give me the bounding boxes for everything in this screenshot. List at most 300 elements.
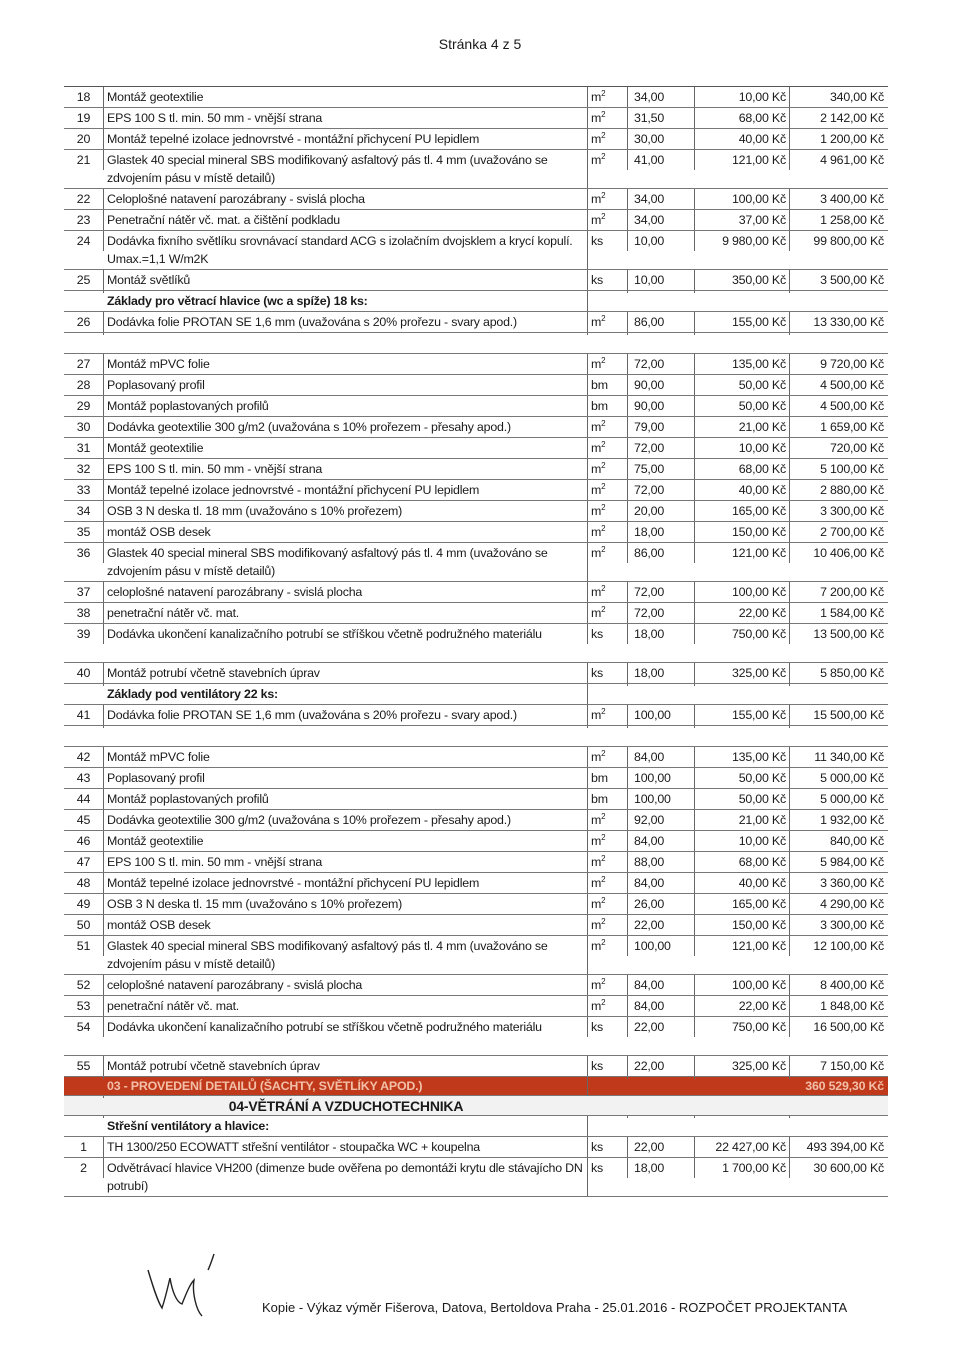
group-heading-row [64,291,888,312]
item-number: 32 [64,459,104,479]
item-quantity: 88,00 [634,855,665,869]
item-unit-price: 22,00 Kč [694,996,790,1016]
unit-label: m [591,420,602,434]
unit-exponent: 2 [601,151,606,161]
unit-label: m [591,939,602,953]
item-total: 16 500,00 Kč [813,1020,884,1034]
item-number: 23 [64,210,104,230]
item-total: 15 500,00 Kč [813,708,884,722]
item-description: Základy pro větrací hlavice (wc a spíže) 18 ks: [104,291,588,311]
item-description: Odvětrávací hlavice VH200 (dimenze bude ověřena po demontáži krytu dle stávajícho DN potrubí) [104,1158,588,1196]
item-number [64,291,104,293]
item-description: Montáž světlíků [104,270,588,290]
item-total: 13 330,00 Kč [813,315,884,329]
item-unit [588,501,628,521]
item-unit-price: 22 427,00 Kč [694,1137,790,1157]
item-number: 19 [64,108,104,128]
item-quantity: 18,00 [634,525,665,539]
unit-label: m [591,462,602,476]
item-description: Montáž potrubí včetně stavebních úprav [104,663,588,683]
item-total: 30 600,00 Kč [813,1161,884,1175]
item-description: Glastek 40 special mineral SBS modifikovaný asfaltový pás tl. 4 mm (uvažováno se zdvojením pásu v místě detailů) [104,543,588,581]
page-number: Stránka 4 z 5 [438,36,522,52]
item-number: 50 [64,915,104,935]
item-quantity [628,684,694,686]
item-unit [588,768,628,788]
unit-exponent: 2 [601,976,606,986]
item-description: Penetrační nátěr vč. mat. a čištění podkladu [104,210,588,230]
unit-label: m [591,483,602,497]
unit-label: ks [591,1020,603,1034]
item-quantity: 34,00 [634,192,665,206]
unit-label: m [591,813,602,827]
item-quantity: 72,00 [634,441,665,455]
item-unit [588,108,628,128]
item-unit [588,936,628,956]
item-unit [588,810,628,830]
item-unit-price: 100,00 Kč [694,975,790,995]
item-description: OSB 3 N deska tl. 18 mm (uvažováno s 10% prořezem) [104,501,588,521]
unit-label: m [591,876,602,890]
item-unit-price: 150,00 Kč [694,915,790,935]
table-row [64,522,888,543]
item-quantity: 72,00 [634,483,665,497]
item-unit-price: 325,00 Kč [694,663,790,683]
unit-label: m [591,918,602,932]
unit-label: m [591,357,602,371]
item-total: 5 000,00 Kč [820,792,884,806]
table-row [64,894,888,915]
item-quantity: 92,00 [634,813,665,827]
item-description: Montáž tepelné izolace jednovrstvé - montážní přichycení PU lepidlem [104,873,588,893]
item-description: Montáž mPVC folie [104,354,588,374]
item-unit [588,684,628,686]
unit-label: m [591,213,602,227]
unit-exponent: 2 [601,583,606,593]
item-unit-price: 22,00 Kč [694,603,790,623]
item-description: Základy pod ventilátory 22 ks: [104,684,588,704]
item-unit-price: 1 700,00 Kč [694,1158,790,1178]
unit-label: m [591,192,602,206]
item-quantity: 22,00 [634,918,665,932]
item-total: 1 659,00 Kč [820,420,884,434]
item-total: 2 700,00 Kč [820,525,884,539]
table-row [64,624,888,663]
item-unit-price: 10,00 Kč [694,438,790,458]
unit-label: ks [591,666,603,680]
item-total: 8 400,00 Kč [820,978,884,992]
item-number: 52 [64,975,104,995]
item-number: 37 [64,582,104,602]
item-description: Montáž tepelné izolace jednovrstvé - montážní přichycení PU lepidlem [104,129,588,149]
item-quantity: 31,50 [634,111,665,125]
item-quantity: 84,00 [634,750,665,764]
item-unit [588,1137,628,1157]
item-unit [588,789,628,809]
unit-label: m [591,153,602,167]
table-row [64,789,888,810]
item-unit [588,210,628,230]
item-total: 5 100,00 Kč [820,462,884,476]
group-heading-row [64,684,888,705]
item-total: 4 290,00 Kč [820,897,884,911]
item-description: OSB 3 N deska tl. 15 mm (uvažováno s 10% prořezem) [104,894,588,914]
item-total: 720,00 Kč [829,441,884,455]
item-unit [588,312,628,332]
item-unit [588,975,628,995]
item-number: 54 [64,1017,104,1037]
unit-exponent: 2 [601,706,606,716]
item-number: 21 [64,150,104,170]
item-number: 24 [64,231,104,251]
spacer-row [64,726,888,747]
item-description: Dodávka geotextilie 300 g/m2 (uvažována s 10% prořezem - přesahy apod.) [104,417,588,437]
item-total: 5 000,00 Kč [820,771,884,785]
unit-exponent: 2 [601,355,606,365]
item-quantity: 18,00 [634,666,665,680]
unit-label: bm [591,771,608,785]
item-unit-price: 21,00 Kč [694,417,790,437]
row-group-a [64,87,888,333]
item-quantity: 72,00 [634,585,665,599]
item-number: 25 [64,270,104,290]
item-unit-price: 121,00 Kč [694,543,790,563]
item-unit-price: 165,00 Kč [694,894,790,914]
item-quantity: 20,00 [634,504,665,518]
item-unit-price: 155,00 Kč [694,312,790,332]
item-description: celoplošné natavení parozábrany - svislá plocha [104,582,588,602]
unit-label: m [591,855,602,869]
unit-exponent: 2 [601,895,606,905]
item-number: 40 [64,663,104,683]
item-number: 44 [64,789,104,809]
unit-label: m [591,606,602,620]
item-quantity: 41,00 [634,153,665,167]
item-total: 7 150,00 Kč [820,1059,884,1073]
item-quantity: 34,00 [634,90,665,104]
unit-exponent: 2 [601,748,606,758]
item-unit [588,231,628,251]
item-number: 42 [64,747,104,767]
item-number [64,684,104,686]
item-unit [588,603,628,623]
table-row [64,354,888,375]
table-row [64,87,888,108]
unit-label: bm [591,378,608,392]
item-unit [588,270,628,290]
item-unit-price: 750,00 Kč [694,624,790,644]
unit-exponent: 2 [601,997,606,1007]
unit-label: ks [591,1140,603,1154]
unit-label: ks [591,234,603,248]
item-unit-price: 100,00 Kč [694,582,790,602]
item-total: 9 720,00 Kč [820,357,884,371]
unit-label: m [591,897,602,911]
item-unit [588,129,628,149]
item-total: 12 100,00 Kč [813,939,884,953]
item-quantity: 100,00 [634,792,671,806]
table-row [64,210,888,231]
unit-exponent: 2 [601,832,606,842]
item-total [790,291,888,293]
unit-label: ks [591,273,603,287]
item-unit-price: 50,00 Kč [694,789,790,809]
item-unit-price: 9 980,00 Kč [694,231,790,251]
table-row [64,810,888,831]
page-footer: Kopie - Výkaz výměr Fišerova, Datova, Bertoldova Praha - 25.01.2016 - ROZPOČET PROJEKTANTA [262,1300,848,1315]
table-row [64,375,888,396]
item-total [790,1116,888,1118]
item-quantity: 86,00 [634,315,665,329]
unit-exponent: 2 [601,313,606,323]
item-unit [588,354,628,374]
unit-exponent: 2 [601,109,606,119]
item-unit-price [694,291,790,293]
item-description: Glastek 40 special mineral SBS modifikovaný asfaltový pás tl. 4 mm (uvažováno se zdvojením pásu v místě detailů) [104,936,588,974]
item-number: 31 [64,438,104,458]
table-row [64,150,888,189]
unit-label: bm [591,792,608,806]
unit-label: m [591,834,602,848]
item-description: Montáž poplastovaných profilů [104,396,588,416]
item-number: 36 [64,543,104,563]
item-total: 11 340,00 Kč [814,750,884,764]
item-quantity: 22,00 [634,1020,665,1034]
item-unit-price: 325,00 Kč [694,1056,790,1076]
unit-label: m [591,504,602,518]
unit-label: m [591,441,602,455]
item-unit [588,291,628,293]
item-total: 1 258,00 Kč [820,213,884,227]
item-quantity: 86,00 [634,546,665,560]
item-unit [588,417,628,437]
unit-exponent: 2 [601,190,606,200]
item-quantity: 22,00 [634,1059,665,1073]
item-number: 22 [64,189,104,209]
item-quantity: 84,00 [634,876,665,890]
item-unit [588,522,628,542]
table-row [64,582,888,603]
item-unit [588,915,628,935]
item-unit-price: 40,00 Kč [694,480,790,500]
item-unit [588,894,628,914]
item-description: montáž OSB desek [104,915,588,935]
item-total: 1 932,00 Kč [820,813,884,827]
item-description: EPS 100 S tl. min. 50 mm - vnější strana [104,852,588,872]
item-quantity: 79,00 [634,420,665,434]
table-row [64,312,888,333]
item-number: 46 [64,831,104,851]
unit-exponent: 2 [601,439,606,449]
item-unit [588,1017,628,1037]
item-total: 7 200,00 Kč [820,585,884,599]
item-number: 26 [64,312,104,332]
item-description: Dodávka fixního světlíku srovnávací standard ACG s izolačním dvojsklem a krycí kopulí. Umax.=1,1 W/m2K [104,231,588,269]
table-row [64,831,888,852]
unit-label: ks [591,1161,603,1175]
table-row [64,129,888,150]
item-unit-price: 50,00 Kč [694,768,790,788]
item-description: Celoplošné natavení parozábrany - svislá plocha [104,189,588,209]
item-quantity: 84,00 [634,834,665,848]
item-description: EPS 100 S tl. min. 50 mm - vnější strana [104,459,588,479]
item-unit [588,705,628,725]
unit-label: m [591,585,602,599]
unit-exponent: 2 [601,460,606,470]
item-number: 18 [64,87,104,107]
unit-exponent: 2 [601,502,606,512]
row-group-b [64,354,888,726]
table-row [64,936,888,975]
item-unit-price: 350,00 Kč [694,270,790,290]
item-unit-price: 50,00 Kč [694,396,790,416]
unit-exponent: 2 [601,853,606,863]
item-total: 2 880,00 Kč [820,483,884,497]
spacer-row [64,333,888,354]
item-quantity [628,1116,694,1118]
item-unit-price: 121,00 Kč [694,150,790,170]
item-total: 1 584,00 Kč [820,606,884,620]
item-quantity: 26,00 [634,897,665,911]
item-quantity: 100,00 [634,708,671,722]
item-number: 29 [64,396,104,416]
item-description: Dodávka ukončení kanalizačního potrubí se stříškou včetně podružného materiálu [104,1017,588,1037]
item-unit [588,582,628,602]
section-title: 04-VĚTRÁNÍ A VZDUCHOTECHNIKA [228,1098,464,1114]
item-number: 41 [64,705,104,725]
item-number: 30 [64,417,104,437]
item-number: 34 [64,501,104,521]
item-unit [588,831,628,851]
item-quantity: 34,00 [634,213,665,227]
item-unit [588,87,628,107]
item-description: Montáž geotextilie [104,438,588,458]
section-total-row [64,1077,888,1096]
table-row [64,768,888,789]
item-unit-price: 68,00 Kč [694,459,790,479]
unit-label: ks [591,627,603,641]
item-description: Dodávka ukončení kanalizačního potrubí se stříškou včetně podružného materiálu [104,624,588,644]
item-unit [588,150,628,170]
item-quantity: 30,00 [634,132,665,146]
item-unit [588,624,628,644]
item-description: Dodávka folie PROTAN SE 1,6 mm (uvažována s 20% prořezu - svary apod.) [104,705,588,725]
item-number: 38 [64,603,104,623]
unit-label: m [591,750,602,764]
item-description: Poplasovaný profil [104,375,588,395]
item-number: 53 [64,996,104,1016]
unit-label: m [591,315,602,329]
item-description: Montáž potrubí včetně stavebních úprav [104,1056,588,1076]
item-total [790,684,888,686]
item-description: Poplasovaný profil [104,768,588,788]
unit-exponent: 2 [601,130,606,140]
item-quantity: 84,00 [634,978,665,992]
unit-label: bm [591,399,608,413]
unit-exponent: 2 [601,481,606,491]
item-number: 28 [64,375,104,395]
unit-label: m [591,111,602,125]
table-row [64,1137,888,1158]
unit-exponent: 2 [601,211,606,221]
item-total: 5 850,00 Kč [820,666,884,680]
item-description: Montáž geotextilie [104,87,588,107]
item-number [64,1116,104,1118]
group-heading-row [64,1116,888,1137]
item-total: 1 848,00 Kč [820,999,884,1013]
item-number: 27 [64,354,104,374]
unit-label: m [591,708,602,722]
item-description: montáž OSB desek [104,522,588,542]
item-quantity: 100,00 [634,771,671,785]
item-description: Montáž geotextilie [104,831,588,851]
unit-label: m [591,525,602,539]
item-description: EPS 100 S tl. min. 50 mm - vnější strana [104,108,588,128]
unit-label: m [591,978,602,992]
item-total: 3 400,00 Kč [820,192,884,206]
table-row [64,663,888,684]
item-unit-price: 150,00 Kč [694,522,790,542]
item-unit-price: 40,00 Kč [694,873,790,893]
item-number: 49 [64,894,104,914]
item-unit [588,852,628,872]
unit-exponent: 2 [601,544,606,554]
item-number: 2 [64,1158,104,1178]
item-total: 840,00 Kč [829,834,884,848]
unit-exponent: 2 [601,88,606,98]
item-total: 3 300,00 Kč [820,504,884,518]
item-number: 20 [64,129,104,149]
item-number: 48 [64,873,104,893]
unit-exponent: 2 [601,916,606,926]
item-unit [588,663,628,683]
item-number: 47 [64,852,104,872]
item-quantity: 90,00 [634,399,665,413]
section-total-value: 360 529,30 Kč [805,1079,884,1093]
item-total: 10 406,00 Kč [813,546,884,560]
section-title-row [64,1096,888,1116]
table-row [64,705,888,726]
unit-label: m [591,546,602,560]
item-number: 33 [64,480,104,500]
table-row [64,543,888,582]
item-quantity: 10,00 [634,234,665,248]
unit-label: m [591,90,602,104]
item-quantity: 90,00 [634,378,665,392]
item-unit-price: 135,00 Kč [694,747,790,767]
item-unit-price: 21,00 Kč [694,810,790,830]
table-row [64,873,888,894]
table-row [64,231,888,270]
item-number: 55 [64,1056,104,1076]
item-total: 340,00 Kč [829,90,884,104]
item-unit-price: 10,00 Kč [694,831,790,851]
item-quantity: 72,00 [634,357,665,371]
item-unit-price: 40,00 Kč [694,129,790,149]
unit-label: ks [591,1059,603,1073]
item-total: 4 500,00 Kč [820,399,884,413]
unit-label: m [591,132,602,146]
table-row [64,270,888,291]
item-number: 1 [64,1137,104,1157]
item-quantity [628,291,694,293]
item-unit [588,996,628,1016]
item-unit-price: 37,00 Kč [694,210,790,230]
row-group-c [64,747,888,1077]
item-quantity: 84,00 [634,999,665,1013]
table-row [64,1017,888,1056]
table-row [64,480,888,501]
